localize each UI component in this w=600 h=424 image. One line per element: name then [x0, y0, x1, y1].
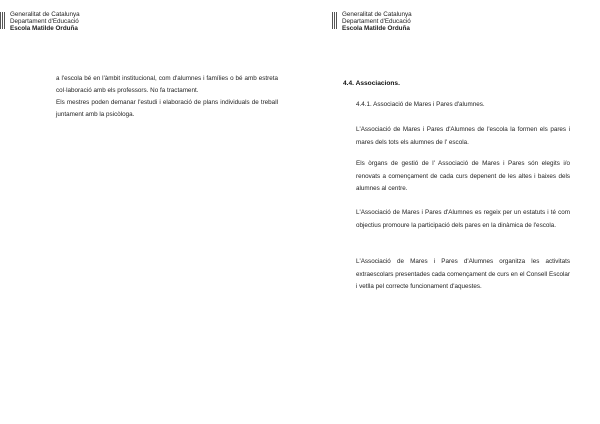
left-page-header	[0, 11, 80, 33]
header-line-3: Escola Matilde Orduña	[10, 25, 78, 33]
generalitat-logo-icon	[0, 12, 6, 29]
header-text	[342, 11, 412, 33]
left-paragraph-2: Els mestres poden demanar l'estudi i elaboració de plans individuals de treball juntament amb la psicòloga.	[56, 99, 278, 118]
right-page-header	[332, 11, 412, 33]
section-subheading: 4.4.1. Associació de Mares i Pares d'alumnes.	[356, 101, 485, 108]
right-paragraph-4: L'Associació de Mares i Pares d'Alumnes organitza les activitats extraescolars presentades cada començament de curs en el Consell Escolar i vetlla pel correcte funcionament d'aquestes.	[356, 258, 570, 290]
right-paragraph-2: Els òrgans de gestió de l' Associació de Mares i Pares són elegits i/o renovats a començament de cada curs depenent de les altes i baixes dels alumnes al centre.	[356, 160, 570, 192]
section-heading: 4.4. Associacions.	[343, 80, 400, 87]
left-paragraph-1: a l'escola bé en l'àmbit institucional, com d'alumnes i famílies o bé amb estreta col·laboració amb els professors. No fa tractament.	[56, 75, 278, 94]
generalitat-logo-icon	[332, 12, 338, 29]
header-line-1: Generalitat de Catalunya	[10, 11, 80, 18]
header-text	[10, 11, 80, 33]
header-line-2: Departament d'Educació	[10, 18, 79, 26]
right-paragraph-1: L'Associació de Mares i Pares d'Alumnes de l'escola la formen els pares i mares dels tots els alumnes de l' escola.	[356, 126, 570, 146]
header-line-3: Escola Matilde Orduña	[342, 25, 410, 33]
right-paragraph-3: L'Associació de Mares i Pares d'Alumnes es regeix per un estatuts i té com objectius promoure la participació dels pares en la dinàmica de l'escola.	[356, 209, 570, 229]
header-line-1: Generalitat de Catalunya	[342, 11, 412, 18]
header-line-2: Departament d'Educació	[342, 18, 411, 26]
